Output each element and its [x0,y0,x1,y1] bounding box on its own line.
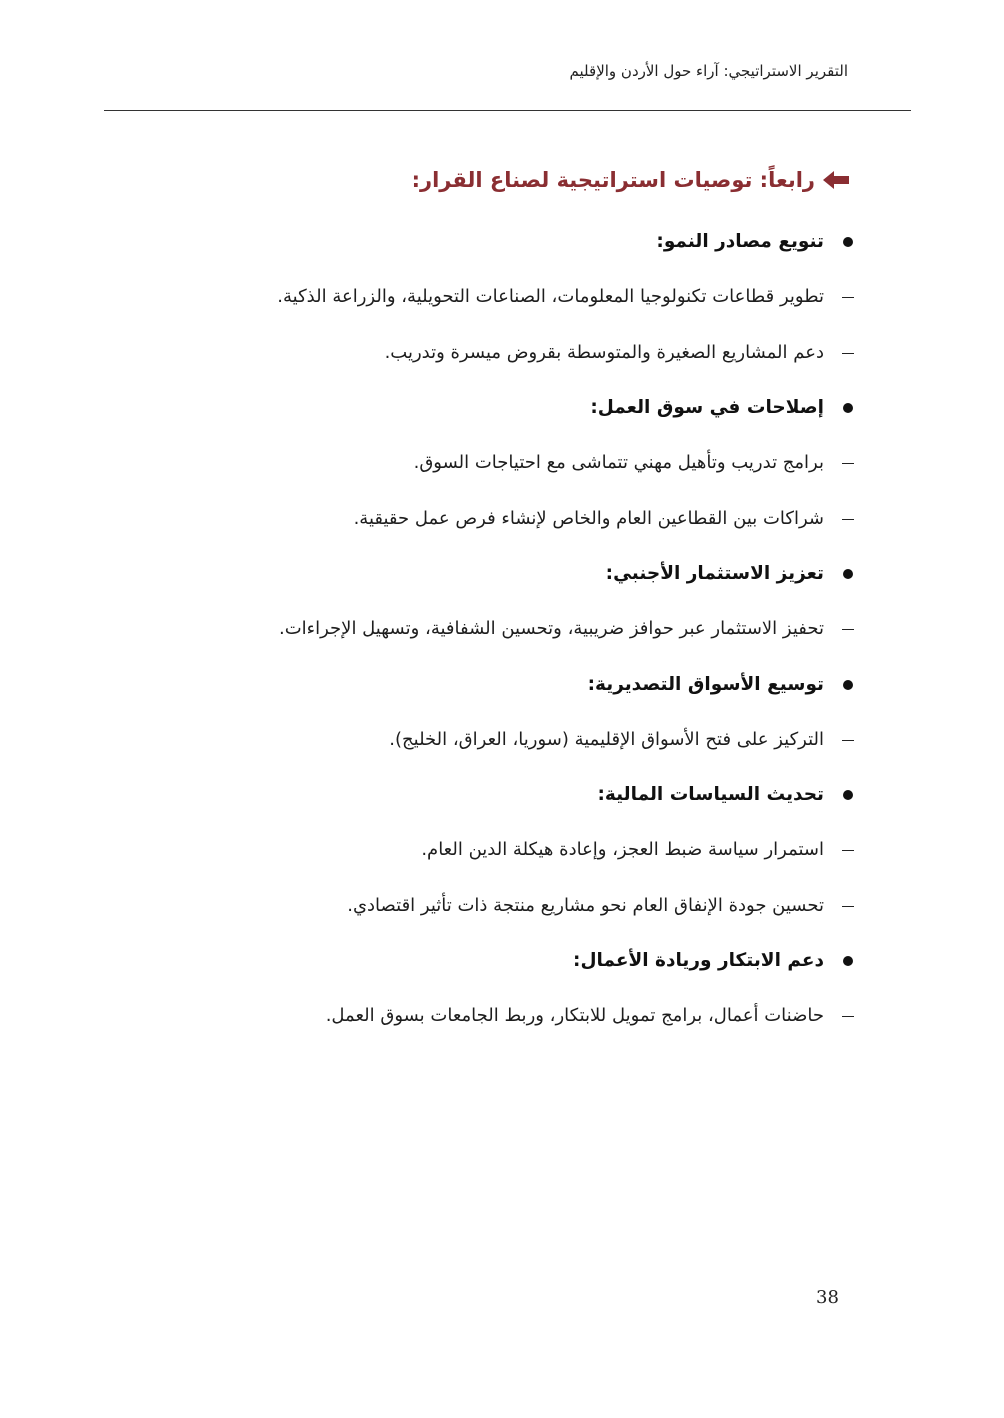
list-item-text: تحديث السياسات المالية: [597,784,824,806]
list-item-text: دعم المشاريع الصغيرة والمتوسطة بقروض ميسرة وتدريب. [384,341,824,363]
list-item [104,767,824,822]
list-item [104,490,824,545]
list-item [104,214,824,269]
left-arrow-icon [823,170,849,190]
list-item [104,988,824,1043]
recommendations-list [104,214,824,1043]
dash-icon [842,850,854,851]
list-item-text: تحفيز الاستثمار عبر حوافز ضريبية، وتحسين الشفافية، وتسهيل الإجراءات. [278,618,824,640]
list-item [104,933,824,988]
bullet-icon [843,790,853,800]
list-item-text: إصلاحات في سوق العمل: [590,397,824,419]
list-item-text: حاضنات أعمال، برامج تمويل للابتكار، وربط الجامعات بسوق العمل. [325,1005,824,1027]
list-item-text: دعم الابتكار وريادة الأعمال: [573,950,824,971]
list-item-text: شراكات بين القطاعين العام والخاص لإنشاء فرص عمل حقيقية. [353,507,824,529]
list-item [104,546,824,601]
running-header: التقرير الاستراتيجي: آراء حول الأردن والإقليم [569,62,848,80]
bullet-icon [843,403,853,413]
list-item-text: تحسين جودة الإنفاق العام نحو مشاريع منتجة ذات تأثير اقتصادي. [347,894,824,916]
list-item [104,656,824,711]
section-heading-text: رابعاً: توصيات استراتيجية لصناع القرار: [411,168,815,192]
list-item-text: برامج تدريب وتأهيل مهني تتماشى مع احتياجات السوق. [413,452,824,474]
list-item [104,269,824,324]
list-item [104,380,824,435]
bullet-icon [843,237,853,247]
dash-icon [842,463,854,464]
header-divider [104,110,911,111]
dash-icon [842,353,854,354]
list-item-text: استمرار سياسة ضبط العجز، وإعادة هيكلة الدين العام. [421,839,824,861]
bullet-icon [843,956,853,966]
bullet-icon [843,680,853,690]
dash-icon [842,1016,854,1017]
list-item [104,712,824,767]
dash-icon [842,297,854,298]
list-item [104,878,824,933]
list-item-text: التركيز على فتح الأسواق الإقليمية (سوريا، العراق، الخليج). [389,728,824,750]
dash-icon [842,740,854,741]
list-item-text: تطوير قطاعات تكنولوجيا المعلومات، الصناعات التحويلية، والزراعة الذكية. [277,286,824,308]
section-heading [412,168,849,192]
list-item-text: تعزيز الاستثمار الأجنبي: [605,562,824,584]
list-item [104,435,824,490]
list-item-text: توسيع الأسواق التصديرية: [587,673,824,695]
dash-icon [842,906,854,907]
list-item [104,822,824,877]
bullet-icon [843,569,853,579]
dash-icon [842,519,854,520]
list-item [104,325,824,380]
dash-icon [842,629,854,630]
list-item [104,601,824,656]
page-number: 38 [816,1287,839,1308]
list-item-text: تنويع مصادر النمو: [656,231,824,253]
